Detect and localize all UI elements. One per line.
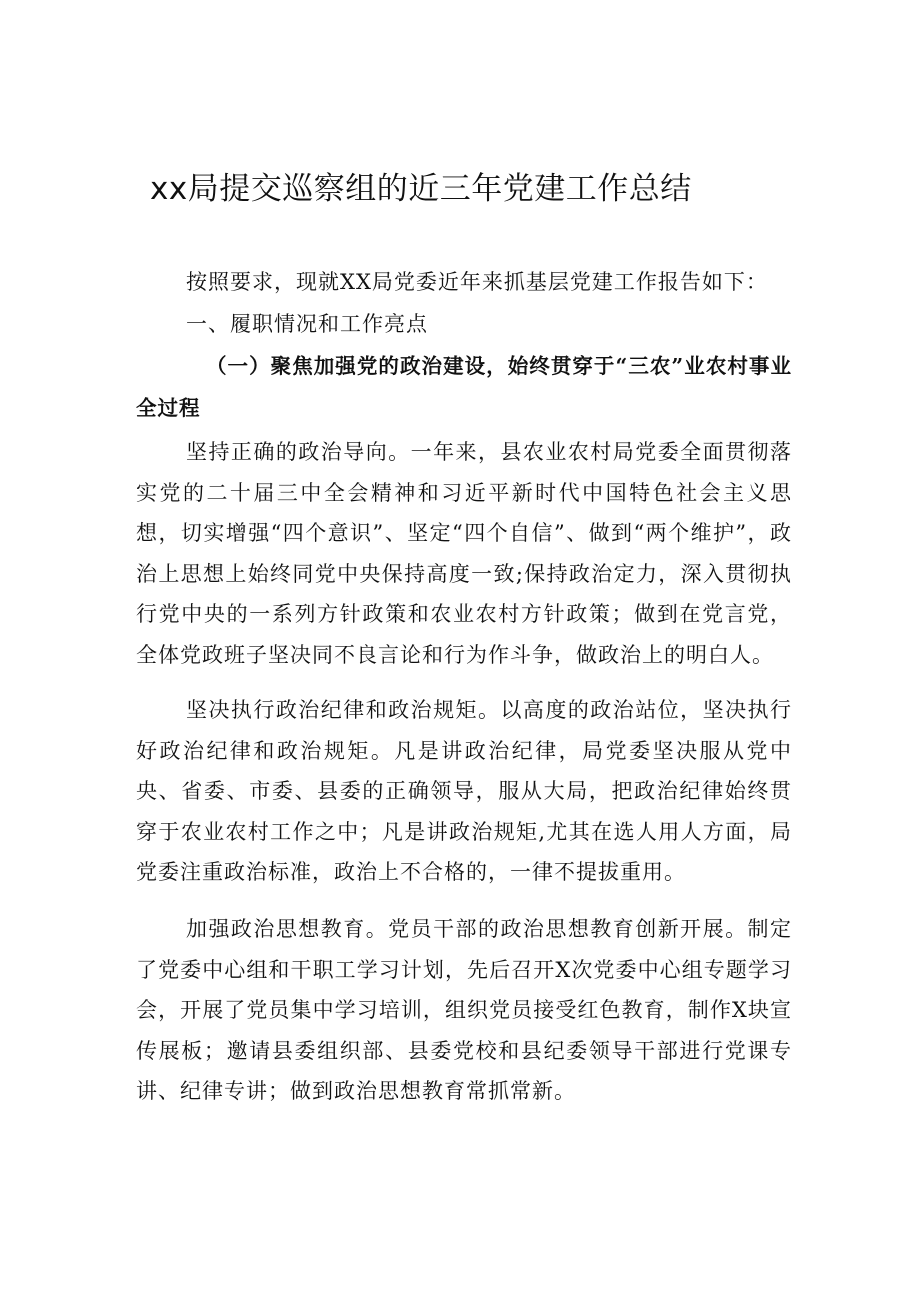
intro-paragraph: 按照要求，现就XX局党委近年来抓基层党建工作报告如下： — [186, 270, 768, 294]
subsection-heading-1: （一）聚焦加强党的政治建设，始终贯穿于“三农”业农村事业全过程 — [136, 354, 792, 420]
body-paragraph-political-discipline: 坚决执行政治纪律和政治规矩。以高度的政治站位，坚决执行好政治纪律和政治规矩。凡是讲政治纪律，局党委坚决服从党中央、省委、市委、县委的正确领导，服从大局，把政治纪律始终贯穿于农业农村工作之中；凡是讲政治规矩,尤其在选人用人方面，局党委注重政治标准，政治上不合格的，一律不提拔重用。 — [136, 698, 792, 884]
document-title: xx局提交巡察组的近三年党建工作总结 — [150, 171, 692, 207]
body-paragraph-political-education: 加强政治思想教育。党员干部的政治思想教育创新开展。制定了党委中心组和干职工学习计划，先后召开X次党委中心组专题学习会，开展了党员集中学习培训，组织党员接受红色教育，制作X块宣传展板；邀请县委组织部、县委党校和县纪委领导干部进行党课专讲、纪律专讲；做到政治思想教育常抓常新。 — [136, 917, 792, 1103]
section-heading-1: 一、履职情况和工作亮点 — [186, 312, 428, 336]
body-paragraph-political-orientation: 坚持正确的政治导向。一年来，县农业农村局党委全面贯彻落实党的二十届三中全会精神和习近平新时代中国特色社会主义思想，切实增强“四个意识”、坚定“四个自信”、做到“两个维护”，政治上思想上始终同党中央保持高度一致;保持政治定力，深入贯彻执行党中央的一系列方针政策和农业农村方针政策；做到在党言党，全体党政班子坚决同不良言论和行为作斗争，做政治上的明白人。 — [136, 440, 792, 667]
